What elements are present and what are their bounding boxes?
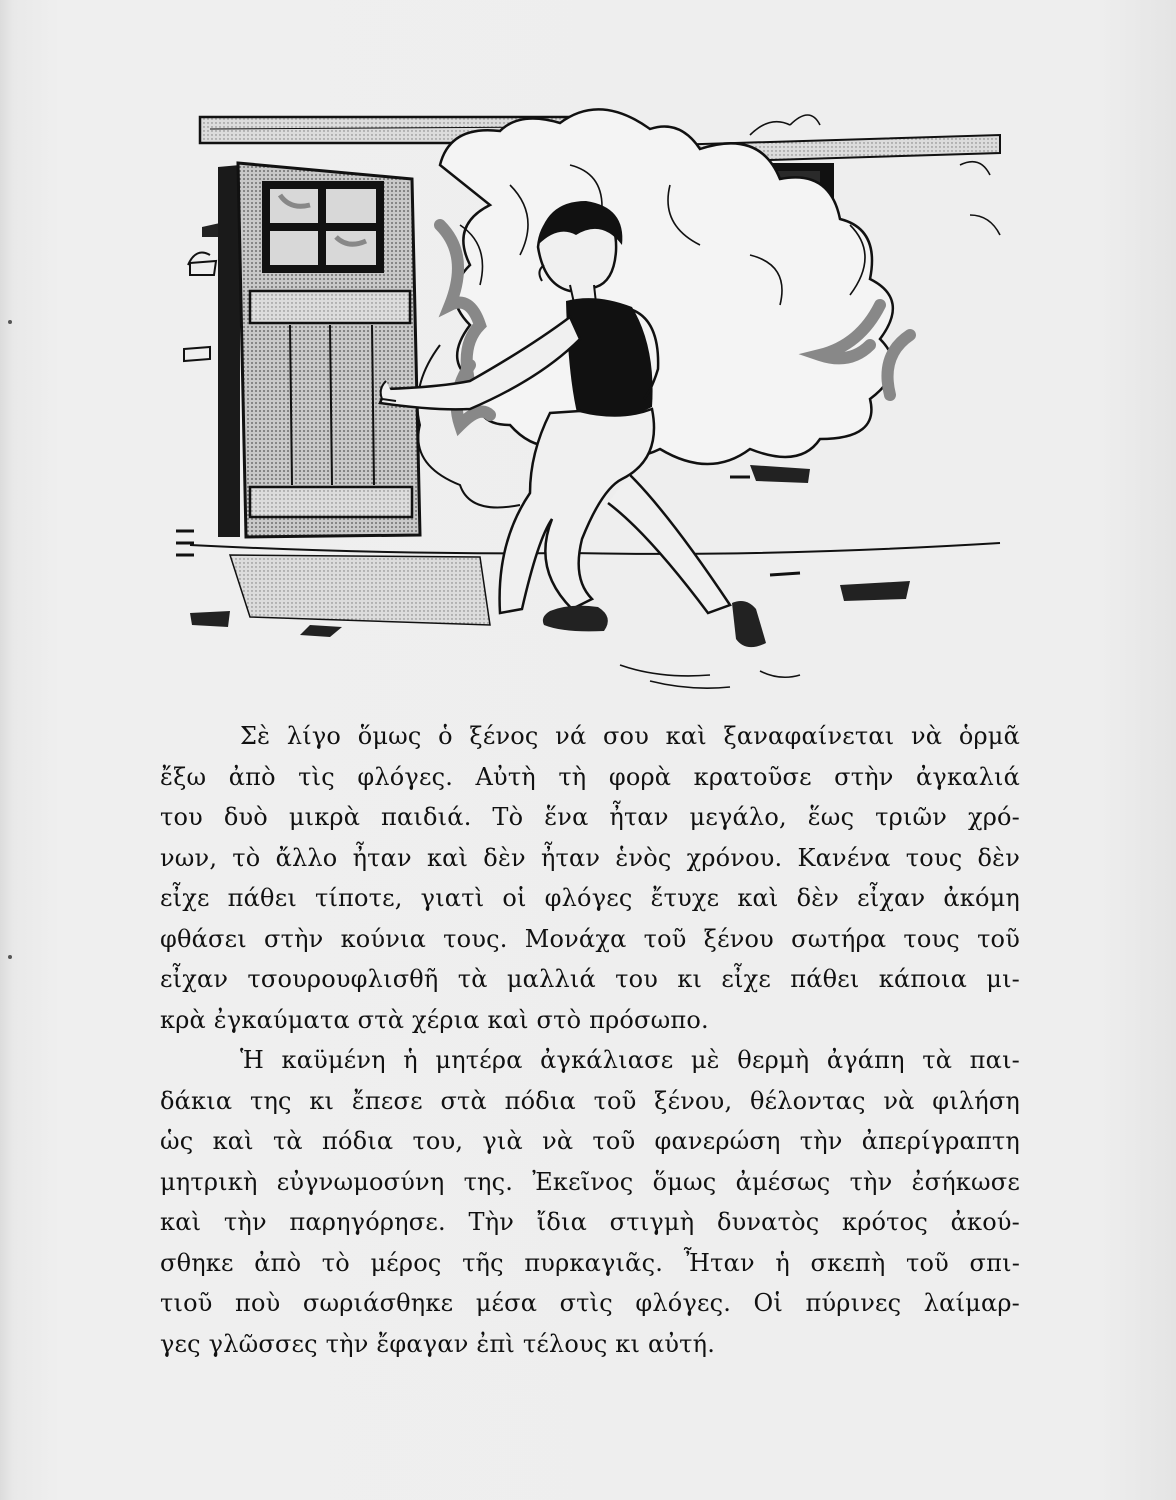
text-line: μητρικὴ εὐγνωμοσύνη της. Ἐκεῖνος ὅμως ἀμέσως τὴν ἐσήκωσε — [160, 1167, 1020, 1196]
text-line: γες γλῶσσες τὴν ἔφαγαν ἐπὶ τέλους κι αὐτή. — [160, 1329, 716, 1358]
text-line: εἶχε πάθει τίποτε, γιατὶ οἱ φλόγες ἔτυχε καὶ δὲν εἶχαν ἀκόμη — [160, 884, 1020, 912]
story-text — [160, 716, 1020, 1364]
text-line: ὡς καὶ τὰ πόδια του, γιὰ νὰ τοῦ φανερώση τὴν ἀπερίγραπτη — [160, 1127, 1020, 1155]
text-line: εἶχαν τσουρουφλισθῆ τὰ μαλλιά του κι εἶχε πάθει κάποια μι- — [160, 965, 1020, 993]
text-line: ἔξω ἀπὸ τὶς φλόγες. Αὐτὴ τὴ φορὰ κρατοῦσε στὴν ἀγκαλιά — [160, 762, 1020, 791]
text-line: σθηκε ἀπὸ τὸ μέρος τῆς πυρκαγιᾶς. Ἦταν ἡ σκεπὴ τοῦ σπι- — [160, 1248, 1020, 1277]
text-line: δάκια της κι ἔπεσε στὰ πόδια τοῦ ξένου, θέλοντας νὰ φιλήση — [160, 1086, 1020, 1115]
edge-mark — [8, 955, 12, 959]
text-line: νων, τὸ ἄλλο ἦταν καὶ δὲν ἦταν ἑνὸς χρόνου. Κανένα τους δὲν — [160, 843, 1020, 872]
illustration-boy-burning-house — [150, 105, 1010, 695]
text-line: τιοῦ ποὺ σωριάσθηκε μέσα στὶς φλόγες. Οἱ πύρινες λαίμαρ- — [160, 1289, 1020, 1317]
text-line: Ἡ καϋμένη ἡ μητέρα ἀγκάλιασε μὲ θερμὴ ἀγάπη τὰ παι- — [240, 1046, 1020, 1074]
text-line: του δυὸ μικρὰ παιδιά. Τὸ ἕνα ἦταν μεγάλο, ἕως τριῶν χρό- — [160, 803, 1020, 831]
text-line: κρὰ ἐγκαύματα στὰ χέρια καὶ στὸ πρόσωπο. — [160, 1005, 709, 1034]
text-line: Σὲ λίγο ὅμως ὁ ξένος νά σου καὶ ξαναφαίνεται νὰ ὁρμᾶ — [240, 722, 1020, 750]
text-line: καὶ τὴν παρηγόρησε. Τὴν ἴδια στιγμὴ δυνατὸς κρότος ἀκού- — [160, 1208, 1020, 1236]
edge-mark — [8, 320, 12, 324]
text-line: φθάσει στὴν κούνια τους. Μονάχα τοῦ ξένου σωτήρα τους τοῦ — [160, 924, 1020, 953]
